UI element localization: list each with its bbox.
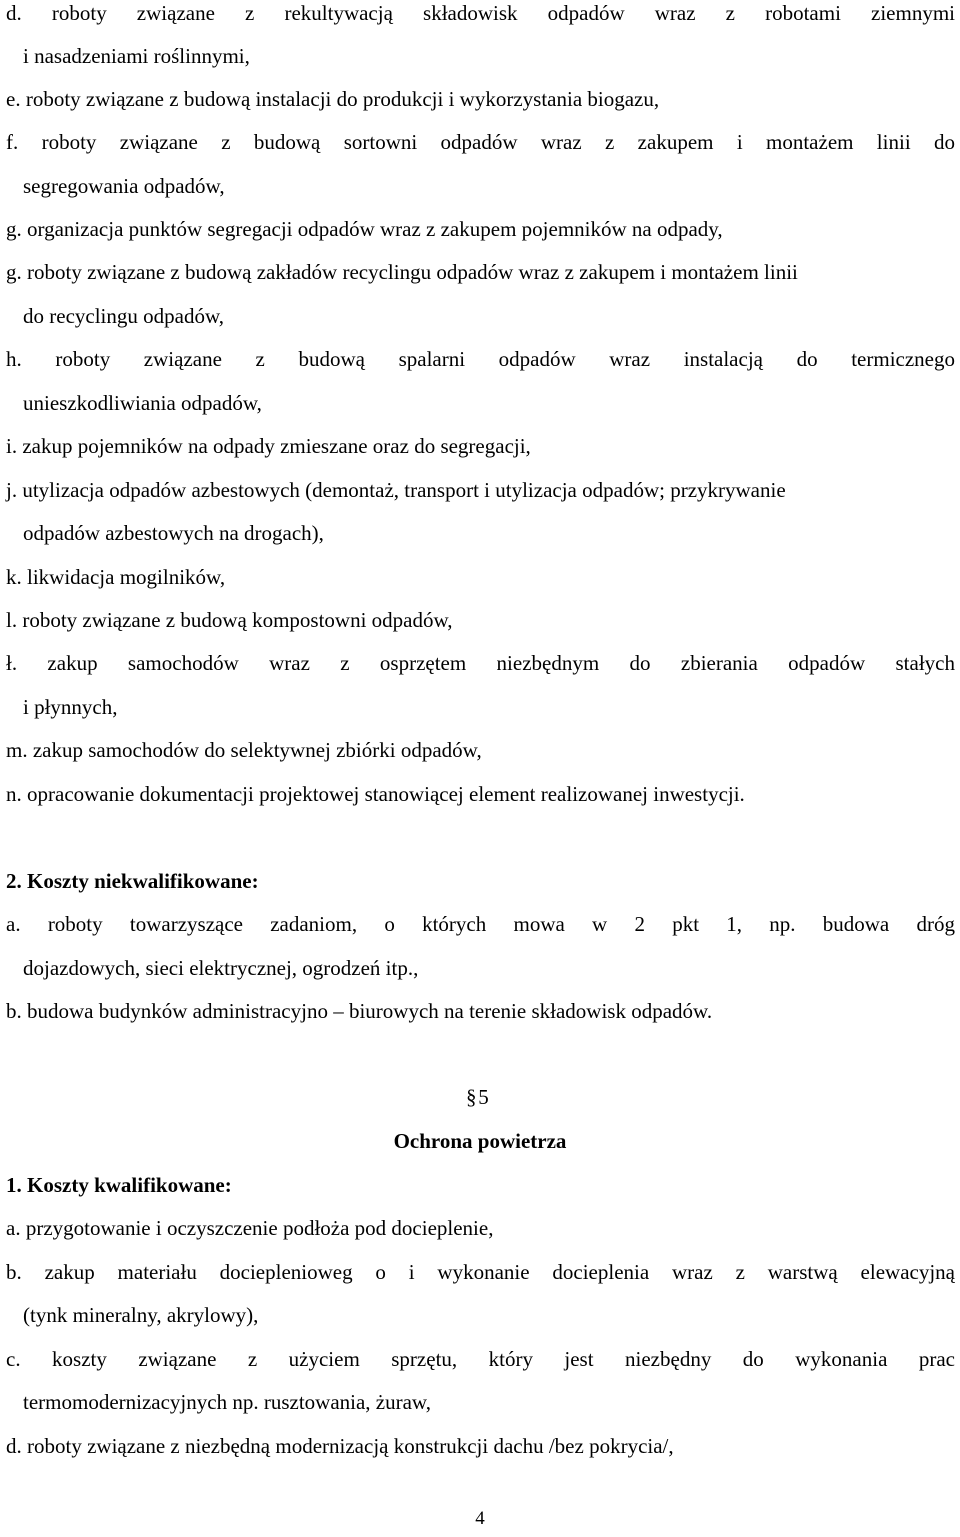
list-item-l-stroke-cont: i płynnych,	[23, 695, 118, 719]
list-item-m: m. zakup samochodów do selektywnej zbiórki odpadów,	[6, 738, 482, 762]
list-item-k: k. likwidacja mogilników,	[6, 565, 226, 589]
list-item-g2-cont: do recyclingu odpadów,	[23, 304, 224, 328]
list-item-l: l. roboty związane z budową kompostowni odpadów,	[6, 608, 453, 632]
list-item-j-cont: odpadów azbestowych na drogach),	[23, 521, 324, 545]
nonqualified-item-a: a. roboty towarzyszące zadaniom, o których mowa w 2 pkt 1, np. budowa dróg	[6, 912, 955, 936]
section-sign-icon: §	[466, 1085, 479, 1109]
nonqualified-item-b: b. budowa budynków administracyjno – biurowych na terenie składowisk odpadów.	[6, 999, 713, 1023]
list-item-h: h. roboty związane z budową spalarni odpadów wraz instalacją do termicznego	[6, 347, 955, 371]
paragraph-number	[466, 1084, 489, 1110]
qualified-item-d: d. roboty związane z niezbędną modernizacją konstrukcji dachu /bez pokrycia/,	[6, 1434, 674, 1458]
list-item-e: e. roboty związane z budową instalacji do produkcji i wykorzystania biogazu,	[6, 87, 660, 111]
qualified-item-a: a. przygotowanie i oczyszczenie podłoża pod docieplenie,	[6, 1216, 494, 1240]
list-item-n: n. opracowanie dokumentacji projektowej stanowiącej element realizowanej inwestycji.	[6, 782, 745, 806]
nonqualified-item-a-cont: dojazdowych, sieci elektrycznej, ogrodzeń itp.,	[23, 956, 419, 980]
page-number: 4	[475, 1508, 485, 1529]
list-item-d: d. roboty związane z rekultywacją składowisk odpadów wraz z robotami ziemnymi	[6, 1, 955, 25]
list-item-f-cont: segregowania odpadów,	[23, 174, 225, 198]
section-heading-qualified: 1. Koszty kwalifikowane:	[6, 1173, 232, 1197]
paragraph-title: Ochrona powietrza	[393, 1129, 567, 1153]
list-item-h-cont: unieszkodliwiania odpadów,	[23, 391, 262, 415]
list-item-g: g. organizacja punktów segregacji odpadów wraz z zakupem pojemników na odpady,	[6, 217, 723, 241]
paragraph-number-value: 5	[478, 1085, 489, 1109]
list-item-j: j. utylizacja odpadów azbestowych (demontaż, transport i utylizacja odpadów; przykrywanie	[6, 478, 786, 502]
qualified-item-b: b. zakup materiału docieplenioweg o i wykonanie docieplenia wraz z warstwą elewacyjną	[6, 1260, 955, 1284]
qualified-item-c: c. koszty związane z użyciem sprzętu, który jest niezbędny do wykonania prac	[6, 1347, 955, 1371]
qualified-item-c-cont: termomodernizacyjnych np. rusztowania, żuraw,	[23, 1390, 431, 1414]
list-item-f: f. roboty związane z budową sortowni odpadów wraz z zakupem i montażem linii do	[6, 130, 955, 154]
list-item-l-stroke: ł. zakup samochodów wraz z osprzętem niezbędnym do zbierania odpadów stałych	[6, 651, 955, 675]
list-item-g2: g. roboty związane z budową zakładów recyclingu odpadów wraz z zakupem i montażem linii	[6, 260, 798, 284]
qualified-item-b-cont: (tynk mineralny, akrylowy),	[23, 1303, 259, 1327]
section-heading-nonqualified: 2. Koszty niekwalifikowane:	[6, 869, 259, 893]
list-item-d-cont: i nasadzeniami roślinnymi,	[23, 44, 250, 68]
list-item-i: i. zakup pojemników na odpady zmieszane oraz do segregacji,	[6, 434, 531, 458]
